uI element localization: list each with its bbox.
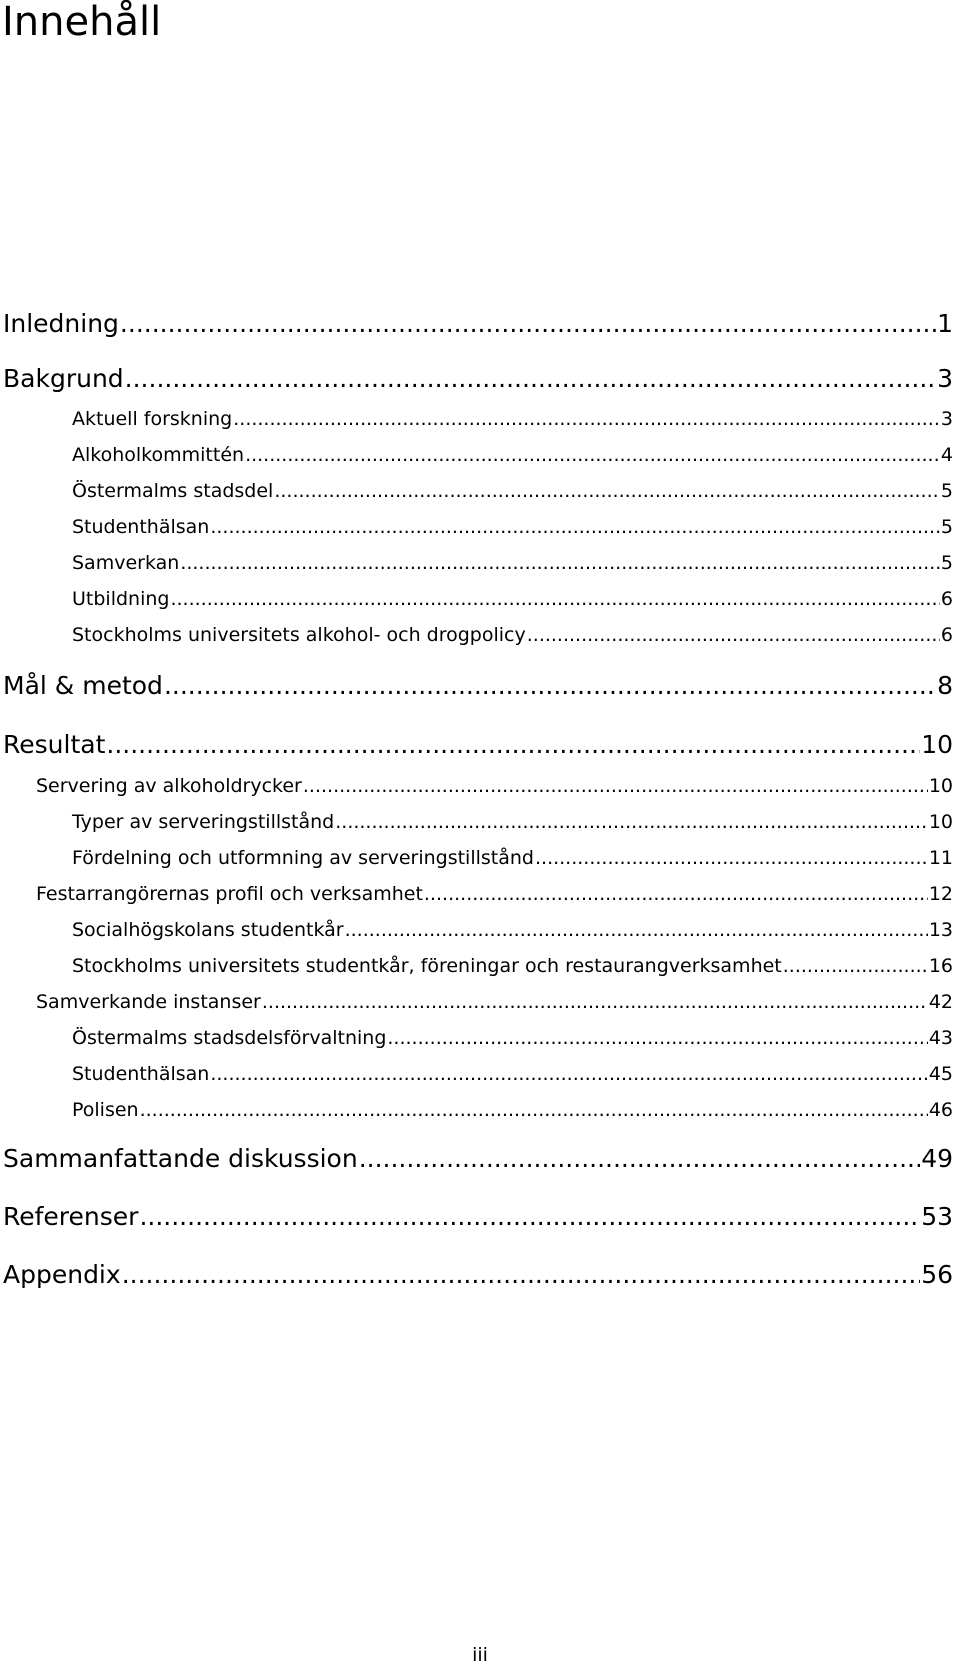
dot-leader (359, 1144, 921, 1174)
toc-entry-page: 43 (928, 1027, 953, 1049)
toc-entry-socialhogskolans-studentkar[interactable] (72, 918, 953, 942)
toc-entry-servering-av-alkoholdrycker[interactable] (36, 774, 953, 798)
dot-leader (245, 443, 940, 467)
toc-entry-page: 49 (921, 1144, 953, 1173)
toc-entry-page: 6 (940, 588, 953, 610)
toc-entry-alkohol-och-drogpolicy[interactable] (72, 623, 953, 647)
dot-leader (106, 730, 920, 760)
toc-entry-fordelning-och-utformning[interactable] (72, 846, 953, 870)
toc-entry-samverkan[interactable] (72, 551, 953, 575)
toc-entry-page: 13 (928, 919, 953, 941)
toc-entry-page: 8 (937, 671, 953, 700)
page-title: Innehåll (2, 0, 162, 45)
toc-entry-label: Fördelning och utformning av serveringstillstånd (72, 847, 534, 869)
toc-entry-label: Polisen (72, 1099, 139, 1121)
toc-entry-label: Appendix (3, 1260, 121, 1289)
toc-entry-page: 3 (940, 408, 953, 430)
toc-entry-label: Alkoholkommittén (72, 444, 245, 466)
dot-leader (210, 1062, 927, 1086)
toc-entry-page: 10 (921, 730, 953, 759)
toc-entry-label: Stockholms universitets alkohol- och drogpolicy (72, 624, 526, 646)
toc-entry-ostermalms-stadsdelsforvaltning[interactable] (72, 1026, 953, 1050)
dot-leader (120, 309, 936, 339)
toc-entry-page: 16 (928, 955, 953, 977)
toc-entry-page: 42 (928, 991, 953, 1013)
toc-entry-samverkande-instanser[interactable] (36, 990, 953, 1014)
toc-entry-page: 4 (940, 444, 953, 466)
toc-entry-label: Utbildning (72, 588, 170, 610)
toc-entry-page: 5 (940, 552, 953, 574)
toc-entry-page: 10 (928, 811, 953, 833)
toc-entry-label: Socialhögskolans studentkår (72, 919, 344, 941)
toc-entry-page: 1 (937, 309, 953, 338)
toc-entry-festarrangorernas-profil[interactable] (36, 882, 953, 906)
toc-entry-page: 56 (921, 1260, 953, 1289)
toc-entry-label: Inledning (3, 309, 119, 338)
dot-leader (424, 882, 928, 906)
dot-leader (164, 671, 936, 701)
dot-leader (783, 954, 928, 978)
toc-entry-label: Östermalms stadsdel (72, 480, 274, 502)
dot-leader (527, 623, 940, 647)
toc-entry-page: 53 (921, 1202, 953, 1231)
toc-entry-page: 6 (940, 624, 953, 646)
toc-entry-label: Resultat (3, 730, 106, 759)
toc-entry-label: Samverkan (72, 552, 180, 574)
toc-entry-label: Aktuell forskning (72, 408, 233, 430)
toc-entry-label: Festarrangörernas profil och verksamhet (36, 883, 423, 905)
toc-entry-su-studentkar-foreningar[interactable] (72, 954, 953, 978)
dot-leader (345, 918, 928, 942)
toc-entry-alkoholkommitten[interactable] (72, 443, 953, 467)
toc-entry-aktuell-forskning[interactable] (72, 407, 953, 431)
toc-entry-label: Mål & metod (3, 671, 163, 700)
toc-entry-page: 45 (928, 1063, 953, 1085)
dot-leader (210, 515, 940, 539)
toc-entry-ostermalms-stadsdel[interactable] (72, 479, 953, 503)
toc-entry-label: Referenser (3, 1202, 139, 1231)
toc-entry-studenthalsan[interactable] (72, 515, 953, 539)
toc-entry-label: Typer av serveringstillstånd (72, 811, 335, 833)
dot-leader (140, 1098, 928, 1122)
toc-entry-mal-och-metod[interactable] (3, 671, 953, 701)
dot-leader (535, 846, 928, 870)
toc-entry-label: Östermalms stadsdelsförvaltning (72, 1027, 387, 1049)
dot-leader (122, 1260, 921, 1290)
toc-entry-page: 12 (928, 883, 953, 905)
page-number: iii (472, 1644, 488, 1666)
toc-entry-page: 5 (940, 480, 953, 502)
dot-leader (233, 407, 940, 431)
toc-entry-page: 46 (928, 1099, 953, 1121)
toc-entry-label: Studenthälsan (72, 516, 210, 538)
dot-leader (335, 810, 928, 834)
toc-entry-page: 3 (937, 364, 953, 393)
toc-entry-label: Stockholms universitets studentkår, föreningar och restaurangverksamhet (72, 955, 782, 977)
toc-entry-page: 10 (928, 775, 953, 797)
toc-entry-label: Samverkande instanser (36, 991, 261, 1013)
toc-entry-resultat[interactable] (3, 730, 953, 760)
toc-entry-referenser[interactable] (3, 1202, 953, 1232)
toc-entry-appendix[interactable] (3, 1260, 953, 1290)
toc-entry-page: 11 (928, 847, 953, 869)
toc-entry-label: Studenthälsan (72, 1063, 210, 1085)
toc-entry-label: Bakgrund (3, 364, 124, 393)
dot-leader (139, 1202, 920, 1232)
dot-leader (274, 479, 940, 503)
dot-leader (180, 551, 940, 575)
toc-entry-bakgrund[interactable] (3, 364, 953, 394)
toc-entry-typer-av-serveringstillstand[interactable] (72, 810, 953, 834)
dot-leader (170, 587, 939, 611)
toc-entry-polisen[interactable] (72, 1098, 953, 1122)
toc-entry-label: Servering av alkoholdrycker (36, 775, 302, 797)
dot-leader (387, 1026, 927, 1050)
dot-leader (262, 990, 928, 1014)
dot-leader (125, 364, 936, 394)
toc-entry-label: Sammanfattande diskussion (3, 1144, 358, 1173)
dot-leader (303, 774, 928, 798)
toc-entry-inledning[interactable] (3, 309, 953, 339)
toc-entry-page: 5 (940, 516, 953, 538)
toc-entry-sammanfattande-diskussion[interactable] (3, 1144, 953, 1174)
toc-entry-studenthalsan-2[interactable] (72, 1062, 953, 1086)
toc-entry-utbildning[interactable] (72, 587, 953, 611)
